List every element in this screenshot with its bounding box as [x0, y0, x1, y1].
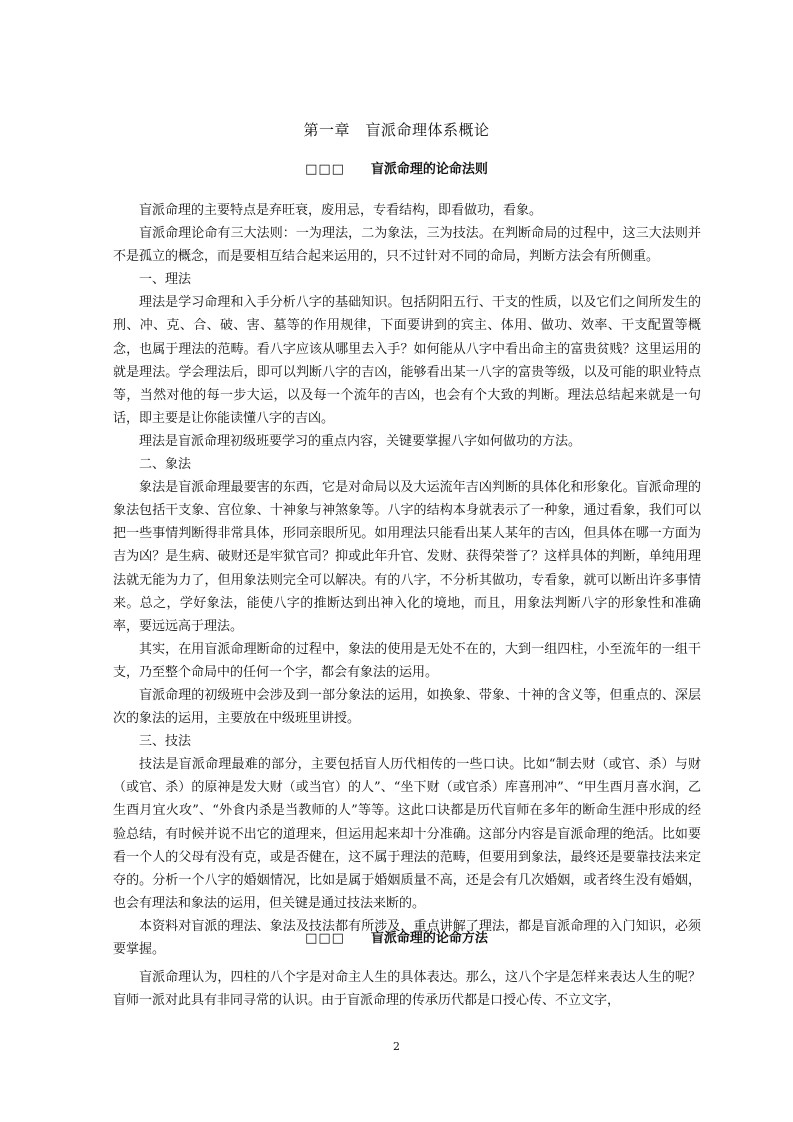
section-title-1: [0, 161, 793, 179]
paragraph: 理法是学习命理和入手分析八字的基础知识。包括阴阳五行、干支的性质，以及它们之间所发生的刑、冲、克、合、破、害、墓等的作用规律，下面要讲到的宾主、体用、做功、效率、干支配置等概念，也属于理法的范畴。看八字应该从哪里去入手？如何能从八字中看出命主的富贵贫贱？这里运用的就是理法。学会理法后，即可以判断八字的吉凶，能够看出某一八字的富贵等级，以及可能的职业特点等，当然对他的每一步大运，以及每一个流年的吉凶，也会有个大致的判断。理法总结起来就是一句话，即主要是让你能读懂八字的吉凶。: [113, 295, 701, 426]
subheading-lifa: 一、理法: [139, 272, 192, 288]
paragraph: 其实，在用盲派命理断命的过程中，象法的使用是无处不在的，大到一组四柱，小至流年的一组干支，乃至整个命局中的任何一个字，都会有象法的运用。: [113, 641, 701, 680]
paragraph: 盲派命理认为，四柱的八个字是对命主人生的具体表达。那么，这八个字是怎样来表达人生的呢？盲师一派对此具有非同寻常的认识。由于盲派命理的传承历代都是口授心传、不立文字，: [113, 970, 701, 1009]
section-heading-2: 盲派命理的论命方法: [370, 931, 488, 946]
paragraph: 象法是盲派命理最要害的东西，它是对命局以及大运流年吉凶判断的具体化和形象化。盲派命理的象法包括干支象、宫位象、十神象与神煞象等。八字的结构本身就表示了一种象，通过看象，我们可以把一些事情判断得非常具体，形同亲眼所见。如用理法只能看出某人某年的吉凶，但具体在哪一方面为吉为凶？是生病、破财还是牢狱官司？抑或此年升官、发财、获得荣誉了？这样具体的判断，单纯用理法就无能为力了，但用象法则完全可以解决。有的八字，不分析其做功，专看象，就可以断出许多事情来。总之，学好象法，能使八字的推断达到出神入化的境地，而且，用象法判断八字的形象性和准确率，要远远高于理法。: [113, 480, 701, 634]
section-number-2: □□□: [305, 931, 345, 946]
page-number: 2: [393, 1040, 400, 1053]
paragraph: 本资料对盲派的理法、象法及技法都有所涉及，重点讲解了理法，都是盲派命理的入门知识，必须要掌握。: [113, 918, 701, 957]
chapter-title: 第一章 盲派命理体系概论: [303, 121, 490, 139]
paragraph: 盲派命理的初级班中会涉及到一部分象法的运用，如换象、带象、十神的含义等，但重点的、深层次的象法的运用，主要放在中级班里讲授。: [113, 687, 701, 727]
paragraph: 盲派命理的主要特点是弃旺衰，废用忌，专看结构，即看做功，看象。: [139, 203, 543, 218]
section-1-body: [113, 199, 701, 961]
section-title-2: [0, 930, 793, 948]
subheading-jifa: 三、技法: [139, 734, 192, 750]
subheading-xiangfa: 二、象法: [139, 457, 192, 473]
section-number-1: □□□: [305, 162, 345, 177]
section-2-body: [113, 966, 701, 1012]
paragraph: 盲派命理论命有三大法则：一为理法，二为象法，三为技法。在判断命局的过程中，这三大法则并不是孤立的概念，而是要相互结合起来运用的，只不过针对不同的命局，判断方法会有所侧重。: [113, 226, 701, 265]
paragraph: 理法是盲派命理初级班要学习的重点内容，关键要掌握八字如何做功的方法。: [139, 433, 582, 449]
paragraph: 技法是盲派命理最难的部分，主要包括盲人历代相传的一些口诀。比如“制去财（或官、杀）与财（或官、杀）的原神是发大财（或当官）的人”、“坐下财（或官杀）库喜刑冲”、“甲生酉月喜水润，乙生酉月宜火攻”、“外食内杀是当教师的人”等等。这此口诀都是历代盲师在多年的断命生涯中形成的经验总结，有时候并说不出它的道理来，但运用起来却十分准确。这部分内容是盲派命理的绝活。比如要看一个人的父母有没有克，或是否健在，这不属于理法的范畴，但要用到象法，最终还是要靠技法来定夺的。分析一个八字的婚姻情况，比如是属于婚姻质量不高，还是会有几次婚姻，或者终生没有婚姻，也会有理法和象法的运用，但关键是通过技法来断的。: [113, 757, 701, 911]
section-heading-1: 盲派命理的论命法则: [370, 162, 488, 177]
